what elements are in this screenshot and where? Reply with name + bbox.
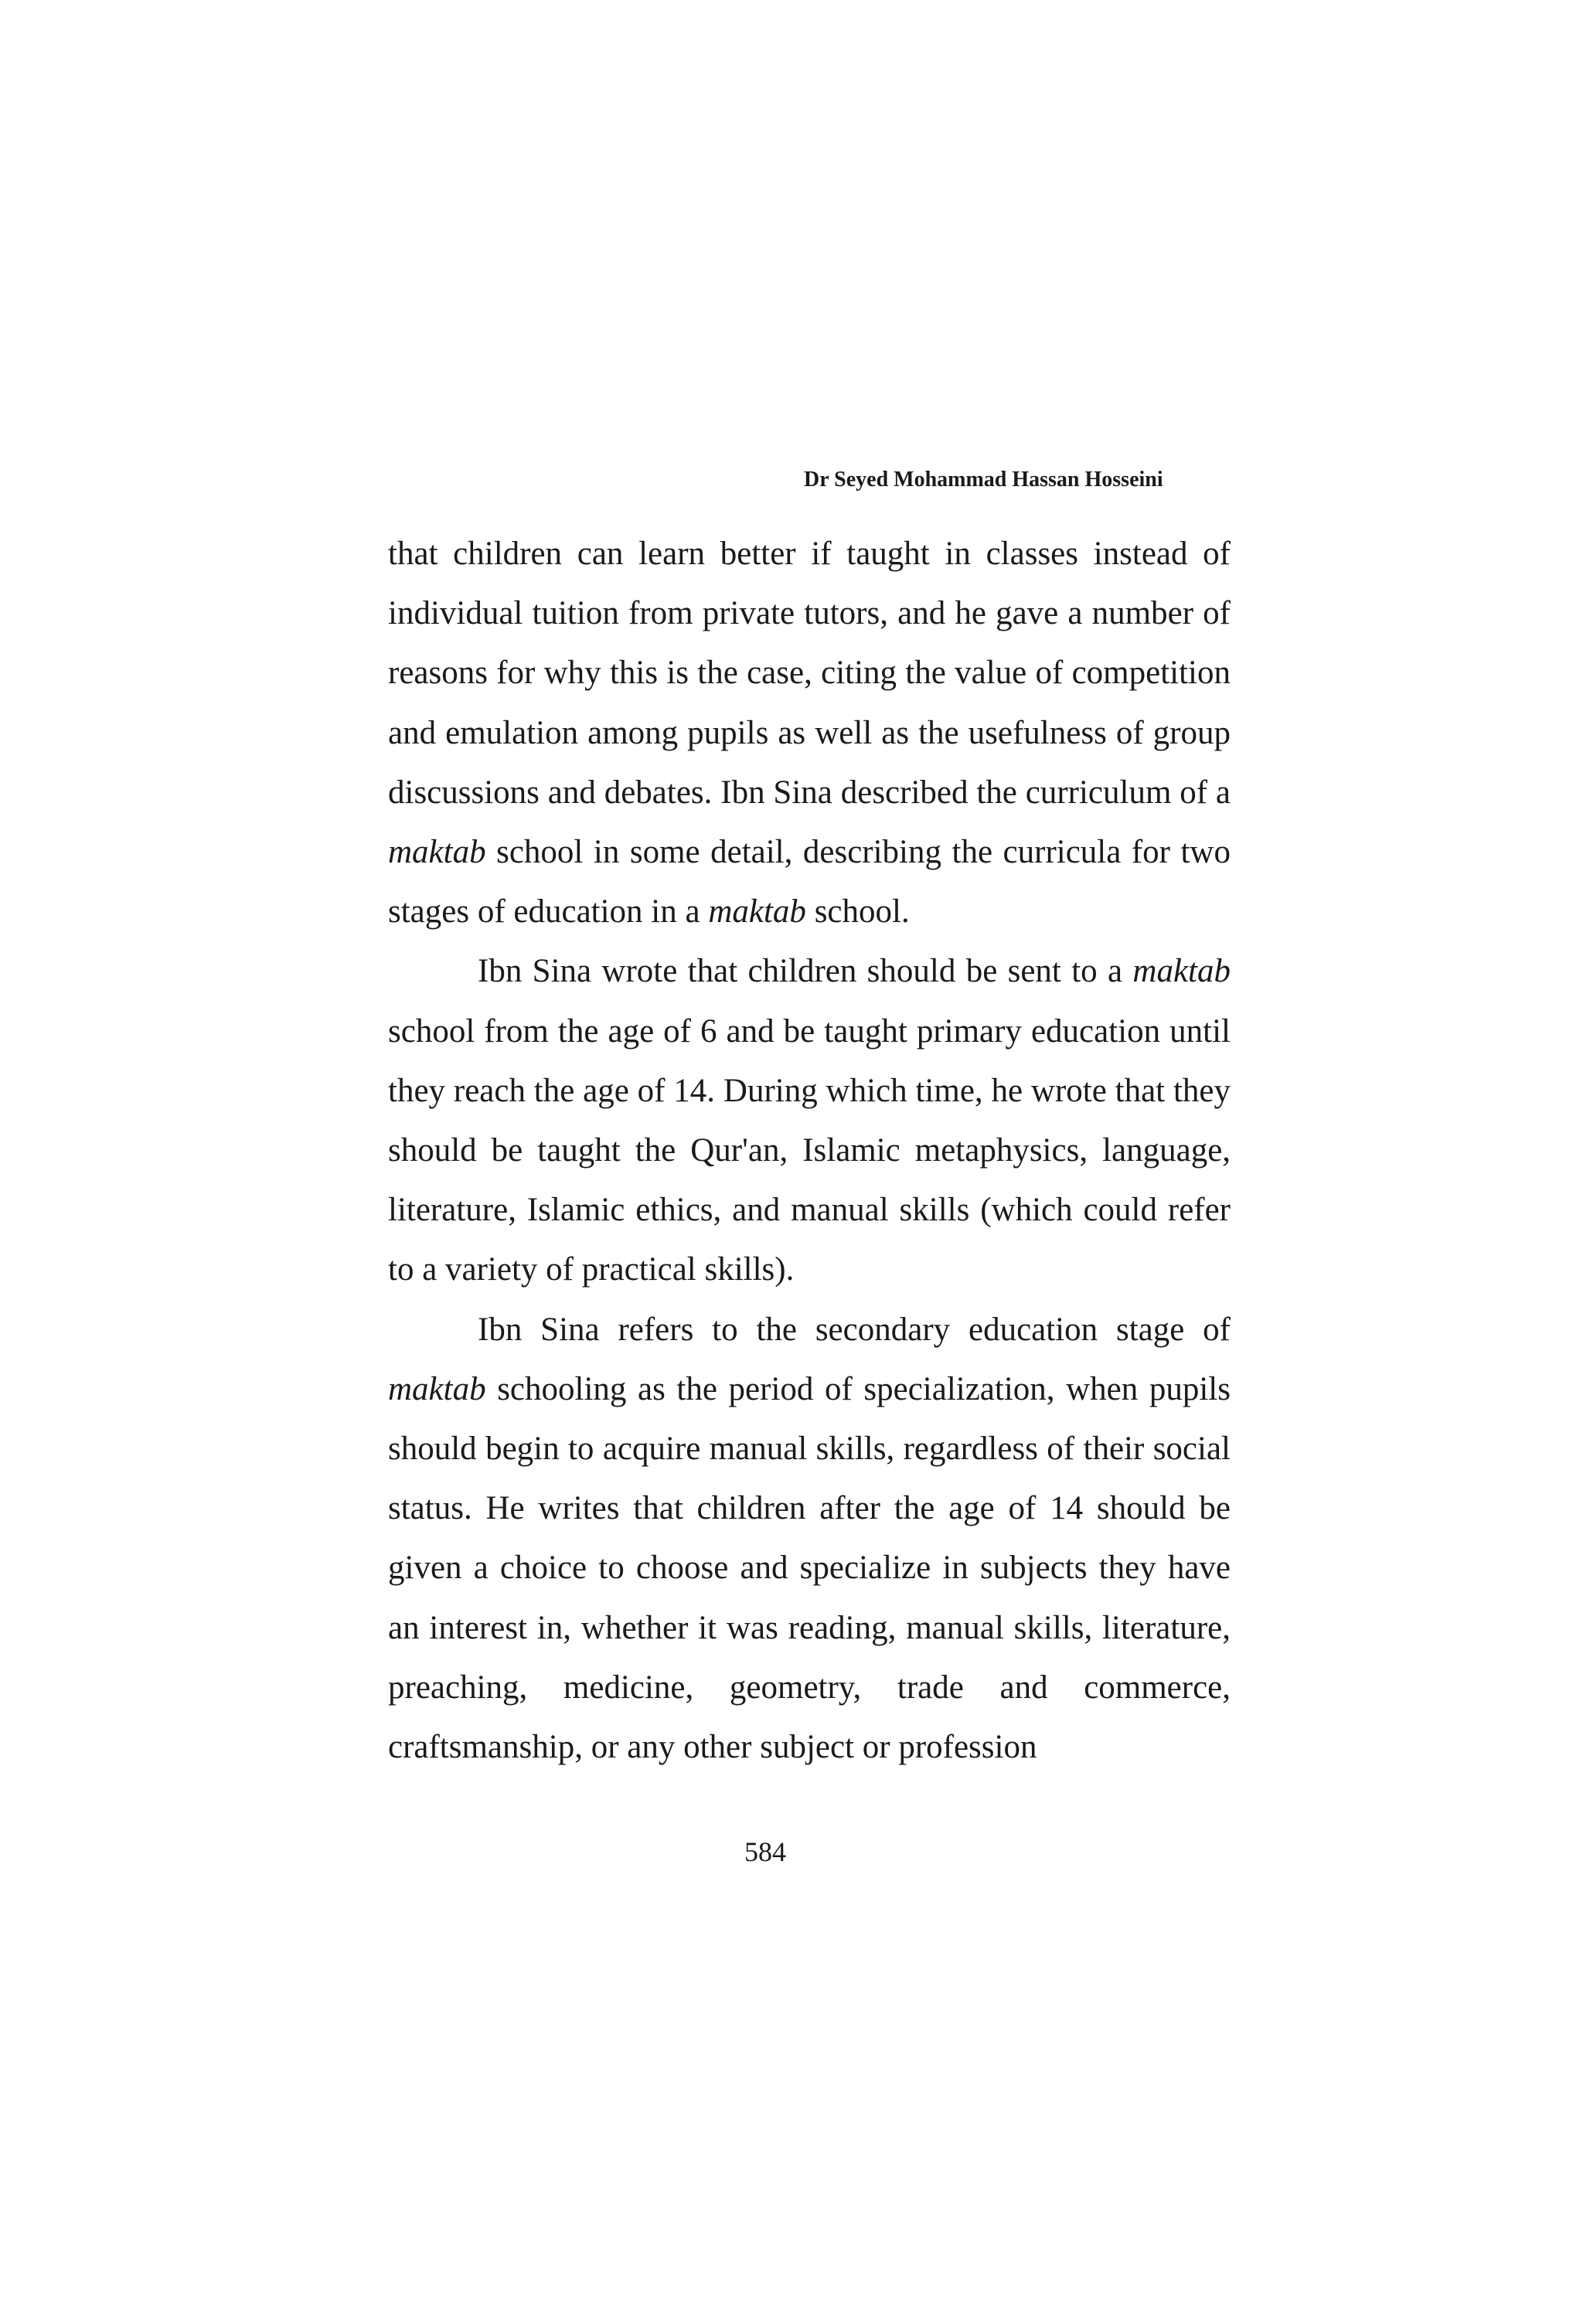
running-header-author: Dr Seyed Mohammad Hassan Hosseini <box>804 468 1163 492</box>
text-run: instead of individual <box>388 536 1231 632</box>
hyperlinked-term: debates <box>604 774 704 811</box>
hyperlinked-term: Islamic ethics <box>526 1192 713 1229</box>
text-run: until they reach the age of 14. During which time, he wrote that they should be taught the <box>388 1012 1231 1169</box>
hyperlinked-term: primary education <box>916 1012 1161 1050</box>
text-run: , <box>779 1132 803 1169</box>
text-run: Ibn Sina wrote that children should be sent to a <box>478 953 1133 990</box>
text-run: , <box>508 1192 527 1229</box>
text-run: schooling as the period of specialization, when pupils should begin to acquire manual skills, regardless of their social status. He writes that children after the age of 14 should be given a choice to choose and specialize in subjects they have an interest in, whether it was reading, manual skills, literature, preaching, <box>388 1370 1231 1706</box>
hyperlinked-term: curriculum <box>1025 774 1172 811</box>
hyperlinked-term: literature <box>388 1192 509 1229</box>
hyperlinked-term: trade and commerce <box>897 1669 1223 1706</box>
hyperlinked-term: Islamic metaphysics <box>802 1132 1080 1169</box>
hyperlinked-term: language <box>1102 1132 1223 1169</box>
hyperlinked-term: craftsmanship <box>388 1729 575 1766</box>
text-run: Ibn Sina refers to the <box>478 1311 815 1348</box>
hyperlinked-term: geometry <box>729 1669 853 1706</box>
page-number: 584 <box>744 1836 786 1867</box>
text-run: and <box>388 714 446 751</box>
hyperlinked-term: discussions <box>388 774 540 811</box>
paragraph <box>388 524 1231 941</box>
hyperlinked-term: emulation <box>445 714 579 751</box>
text-run: , <box>1222 1669 1231 1706</box>
hyperlinked-term: tuition <box>532 595 619 632</box>
hyperlinked-term: competition <box>1071 655 1231 692</box>
text-run: stage of <box>1098 1311 1231 1348</box>
text-run: school. <box>805 893 910 931</box>
text-run: , <box>853 1669 897 1706</box>
text-run: school from the age of 6 and be taught <box>388 1012 917 1050</box>
text-run: , and he gave a number of reasons for why this is the case, citing the value of <box>388 595 1231 692</box>
text-run: , <box>1222 1132 1231 1169</box>
text-run: that children can learn better if taught in <box>388 536 986 572</box>
italic-term: maktab <box>388 834 486 871</box>
italic-term: maktab <box>1132 953 1231 990</box>
text-run: , or any other subject or profession <box>574 1729 1037 1766</box>
paragraph <box>388 1300 1231 1778</box>
italic-term: maktab <box>708 893 806 931</box>
hyperlinked-term: classes <box>986 536 1078 572</box>
text-run: school in some detail, describing the curricula for two stages of education in a <box>388 834 1231 931</box>
body-text <box>388 524 1231 1777</box>
paragraph <box>388 941 1231 1299</box>
text-run: from private <box>618 595 805 632</box>
text-run: . Ibn Sina described the <box>703 774 1026 811</box>
hyperlinked-term: tutors <box>804 595 880 632</box>
text-run: among pupils as well as the usefulness of group <box>578 714 1231 751</box>
text-run: , and manual skills (which could refer to a variety of practical skills). <box>388 1192 1231 1288</box>
italic-term: maktab <box>388 1370 486 1407</box>
text-run: , <box>685 1669 730 1706</box>
text-run: , <box>1079 1132 1103 1169</box>
hyperlinked-term: secondary education <box>815 1311 1098 1348</box>
hyperlinked-term: medicine <box>563 1669 686 1706</box>
text-run: of a <box>1171 774 1231 811</box>
text-run: and <box>539 774 604 811</box>
hyperlinked-term: Qur'an <box>690 1132 780 1169</box>
